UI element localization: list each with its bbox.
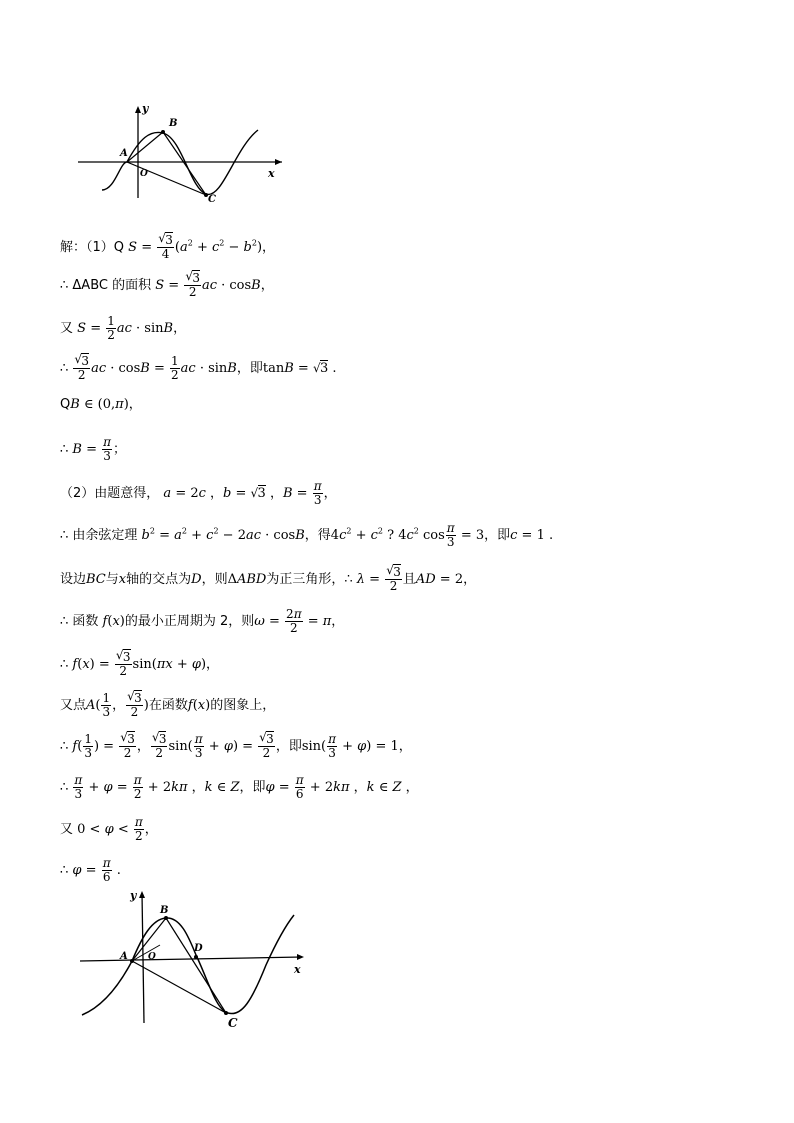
segment-bc: [166, 918, 226, 1013]
line-6: ∴ B = $\frac{\pi}{3}$ ；: [60, 435, 127, 463]
label-o: O: [148, 952, 156, 962]
segment-ac: [132, 961, 226, 1013]
label-d: D: [194, 943, 203, 954]
point-c: [224, 1011, 228, 1015]
label-b: B: [169, 118, 178, 129]
line-5: QB ∈ (0,π)，: [60, 397, 142, 412]
x-axis-arrow: [297, 954, 304, 960]
sine-curve: [82, 915, 294, 1015]
line-12: 又点A( $\frac{1}{3}$ ， √ $\frac{3}{2}$ )在函数f(x)的图象上，: [60, 692, 275, 719]
line-15: 又 0 < φ < $\frac{\pi}{2}$ ，: [60, 815, 158, 843]
label-a: A: [120, 951, 128, 962]
y-axis: [142, 893, 144, 1023]
point-a: [130, 959, 134, 963]
line-3: 又 S = $\frac{1}{2}$ ac · sinB，: [60, 314, 187, 342]
line-8: ∴ 由余弦定理 $b^2 = a^2 + c^2 - 2ac \cdot \cos B$，得$4c^2 + c^2$ ? $4c^2$ cos $\frac{\pi}{3}$ = 3，即c = 1 .: [60, 521, 554, 549]
line-7: （2）由题意得， a = 2c ，b = √ 3 ，B = $\frac{\pi}{3}$ ，: [60, 480, 337, 507]
line-1: 解：（1）Q S = √ $\frac{3}{4}$ $(a^2 + c^2 - b^2)$，: [60, 234, 275, 261]
point-b: [164, 916, 168, 920]
line-2: ∴ ΔABC 的面积 S = √ $\frac{3}{2}$ ac · cosB，: [60, 272, 274, 299]
figure-top-graph: [70, 98, 290, 208]
line-14: ∴ $\frac{\pi}{3}$ + φ = $\frac{\pi}{2}$ + 2kπ ，k ∈ Z，即φ = $\frac{\pi}{6}$ + 2kπ ，k ∈ Z ，: [60, 773, 419, 801]
y-axis-arrow: [135, 106, 141, 113]
line-13: ∴ f( $\frac{1}{3}$ ) = √ $\frac{3}{2}$ ， √ $\frac{3}{2}$ sin( $\frac{\pi}{3}$ + φ) = √ $\frac{3}{2}$ ，即sin( $\frac{\pi}{3}$ + φ) = 1，: [60, 733, 412, 760]
line-4: ∴ √ $\frac{3}{2}$ ac · cosB = $\frac{1}{2}$ ac · sinB，即tanB = √ 3 .: [60, 355, 337, 382]
label-x: x: [268, 167, 275, 180]
label-b: B: [160, 905, 169, 916]
y-axis-arrow: [139, 891, 145, 898]
label-x: x: [294, 963, 301, 976]
label-c: C: [228, 1016, 238, 1030]
x-axis-arrow: [275, 159, 282, 165]
label-y: y: [130, 889, 137, 902]
point-b: [161, 130, 165, 134]
label-c: C: [208, 194, 216, 205]
point-d: [194, 955, 198, 959]
line-10: ∴ 函数 f(x)的最小正周期为 2，则ω = $\frac{2\pi}{2}$ = π，: [60, 607, 345, 635]
line-9: 设边BC与x轴的交点为D，则ΔABD为正三角形，∴ λ = √ $\frac{3}{2}$ 且AD = 2，: [60, 566, 476, 593]
label-a: A: [120, 148, 128, 159]
label-o: O: [140, 169, 148, 179]
line-16: ∴ φ = $\frac{\pi}{6}$ .: [60, 856, 121, 884]
line-11: ∴ f(x) = √ $\frac{3}{2}$ sin(πx + φ)，: [60, 651, 219, 678]
figure-bottom-graph: [76, 885, 308, 1033]
label-y: y: [142, 102, 149, 115]
